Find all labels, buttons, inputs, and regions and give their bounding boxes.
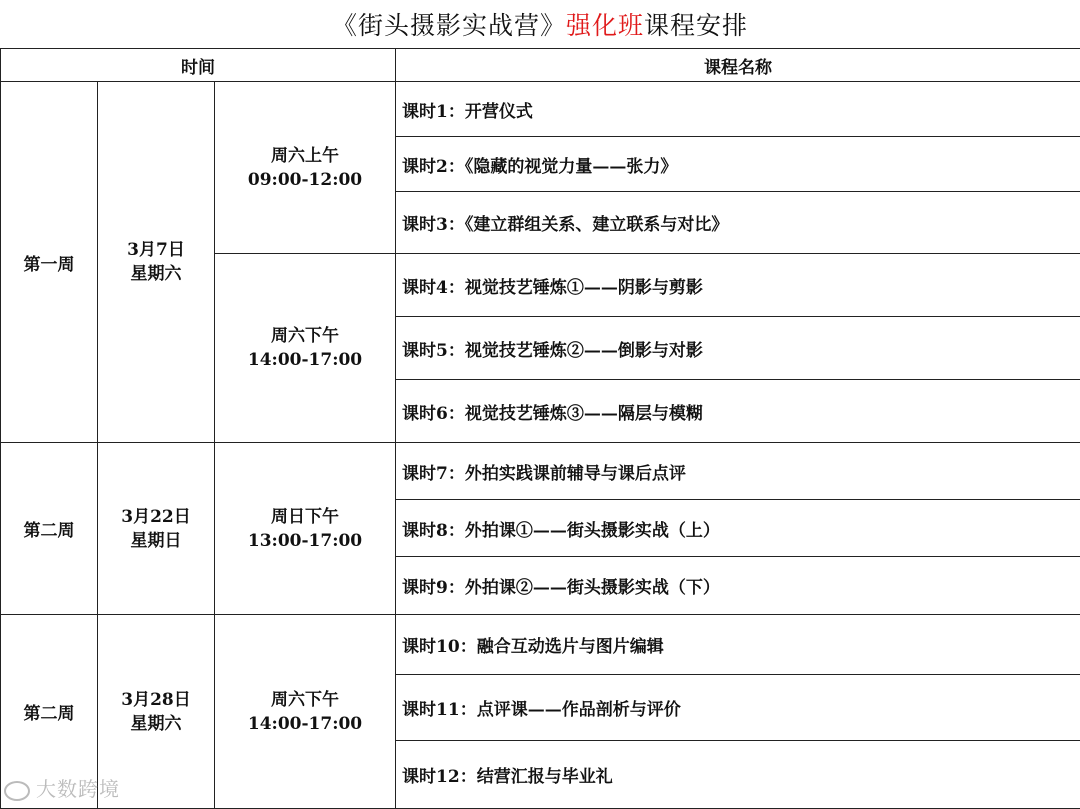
header-row — [1, 49, 1080, 82]
title-part3: 课程安排 — [644, 6, 748, 42]
date-text: 3月22日 — [98, 505, 214, 529]
session-time: 09:00-12:00 — [215, 168, 395, 192]
header-course: 课程名称 — [396, 49, 1080, 82]
lesson-cell: 课时6：视觉技艺锤炼③——隔层与模糊 — [396, 380, 1080, 443]
title-part1: 《街头摄影实战营》 — [332, 6, 566, 42]
table-row — [1, 443, 1080, 500]
session-time: 13:00-17:00 — [215, 529, 395, 553]
session-cell — [215, 82, 396, 254]
session-cell — [215, 615, 396, 809]
week-cell: 第二周 — [1, 615, 98, 809]
lesson-cell: 课时8：外拍课①——街头摄影实战（上） — [396, 500, 1080, 557]
lesson-cell: 课时10：融合互动选片与图片编辑 — [396, 615, 1080, 675]
watermark — [4, 773, 120, 802]
schedule-table — [0, 48, 1080, 809]
lesson-cell: 课时12：结营汇报与毕业礼 — [396, 741, 1080, 809]
session-cell — [215, 254, 396, 443]
watermark-text: 大数跨境 — [36, 777, 120, 801]
lesson-cell: 课时3：《建立群组关系、建立联系与对比》 — [396, 192, 1080, 254]
date-text: 3月28日 — [98, 688, 214, 712]
session-time: 14:00-17:00 — [215, 712, 395, 736]
table-row — [1, 82, 1080, 137]
session-period: 周六上午 — [215, 144, 395, 168]
title-highlight: 强化班 — [566, 6, 644, 42]
weekday-text: 星期日 — [98, 529, 214, 553]
session-period: 周日下午 — [215, 505, 395, 529]
lesson-cell: 课时4：视觉技艺锤炼①——阴影与剪影 — [396, 254, 1080, 317]
watermark-logo-icon — [4, 781, 30, 801]
page-title — [0, 0, 1080, 48]
lesson-cell: 课时7：外拍实践课前辅导与课后点评 — [396, 443, 1080, 500]
week-cell: 第二周 — [1, 443, 98, 615]
session-cell — [215, 443, 396, 615]
week-cell: 第一周 — [1, 82, 98, 443]
date-text: 3月7日 — [98, 238, 214, 262]
weekday-text: 星期六 — [98, 262, 214, 286]
weekday-text: 星期六 — [98, 712, 214, 736]
lesson-cell: 课时2：《隐藏的视觉力量——张力》 — [396, 137, 1080, 192]
lesson-cell: 课时9：外拍课②——街头摄影实战（下） — [396, 557, 1080, 615]
session-period: 周六下午 — [215, 688, 395, 712]
lesson-cell: 课时1：开营仪式 — [396, 82, 1080, 137]
header-time: 时间 — [1, 49, 396, 82]
session-period: 周六下午 — [215, 324, 395, 348]
session-time: 14:00-17:00 — [215, 348, 395, 372]
date-cell — [98, 82, 215, 443]
date-cell — [98, 443, 215, 615]
lesson-cell: 课时5：视觉技艺锤炼②——倒影与对影 — [396, 317, 1080, 380]
lesson-cell: 课时11：点评课——作品剖析与评价 — [396, 675, 1080, 741]
table-row — [1, 615, 1080, 675]
